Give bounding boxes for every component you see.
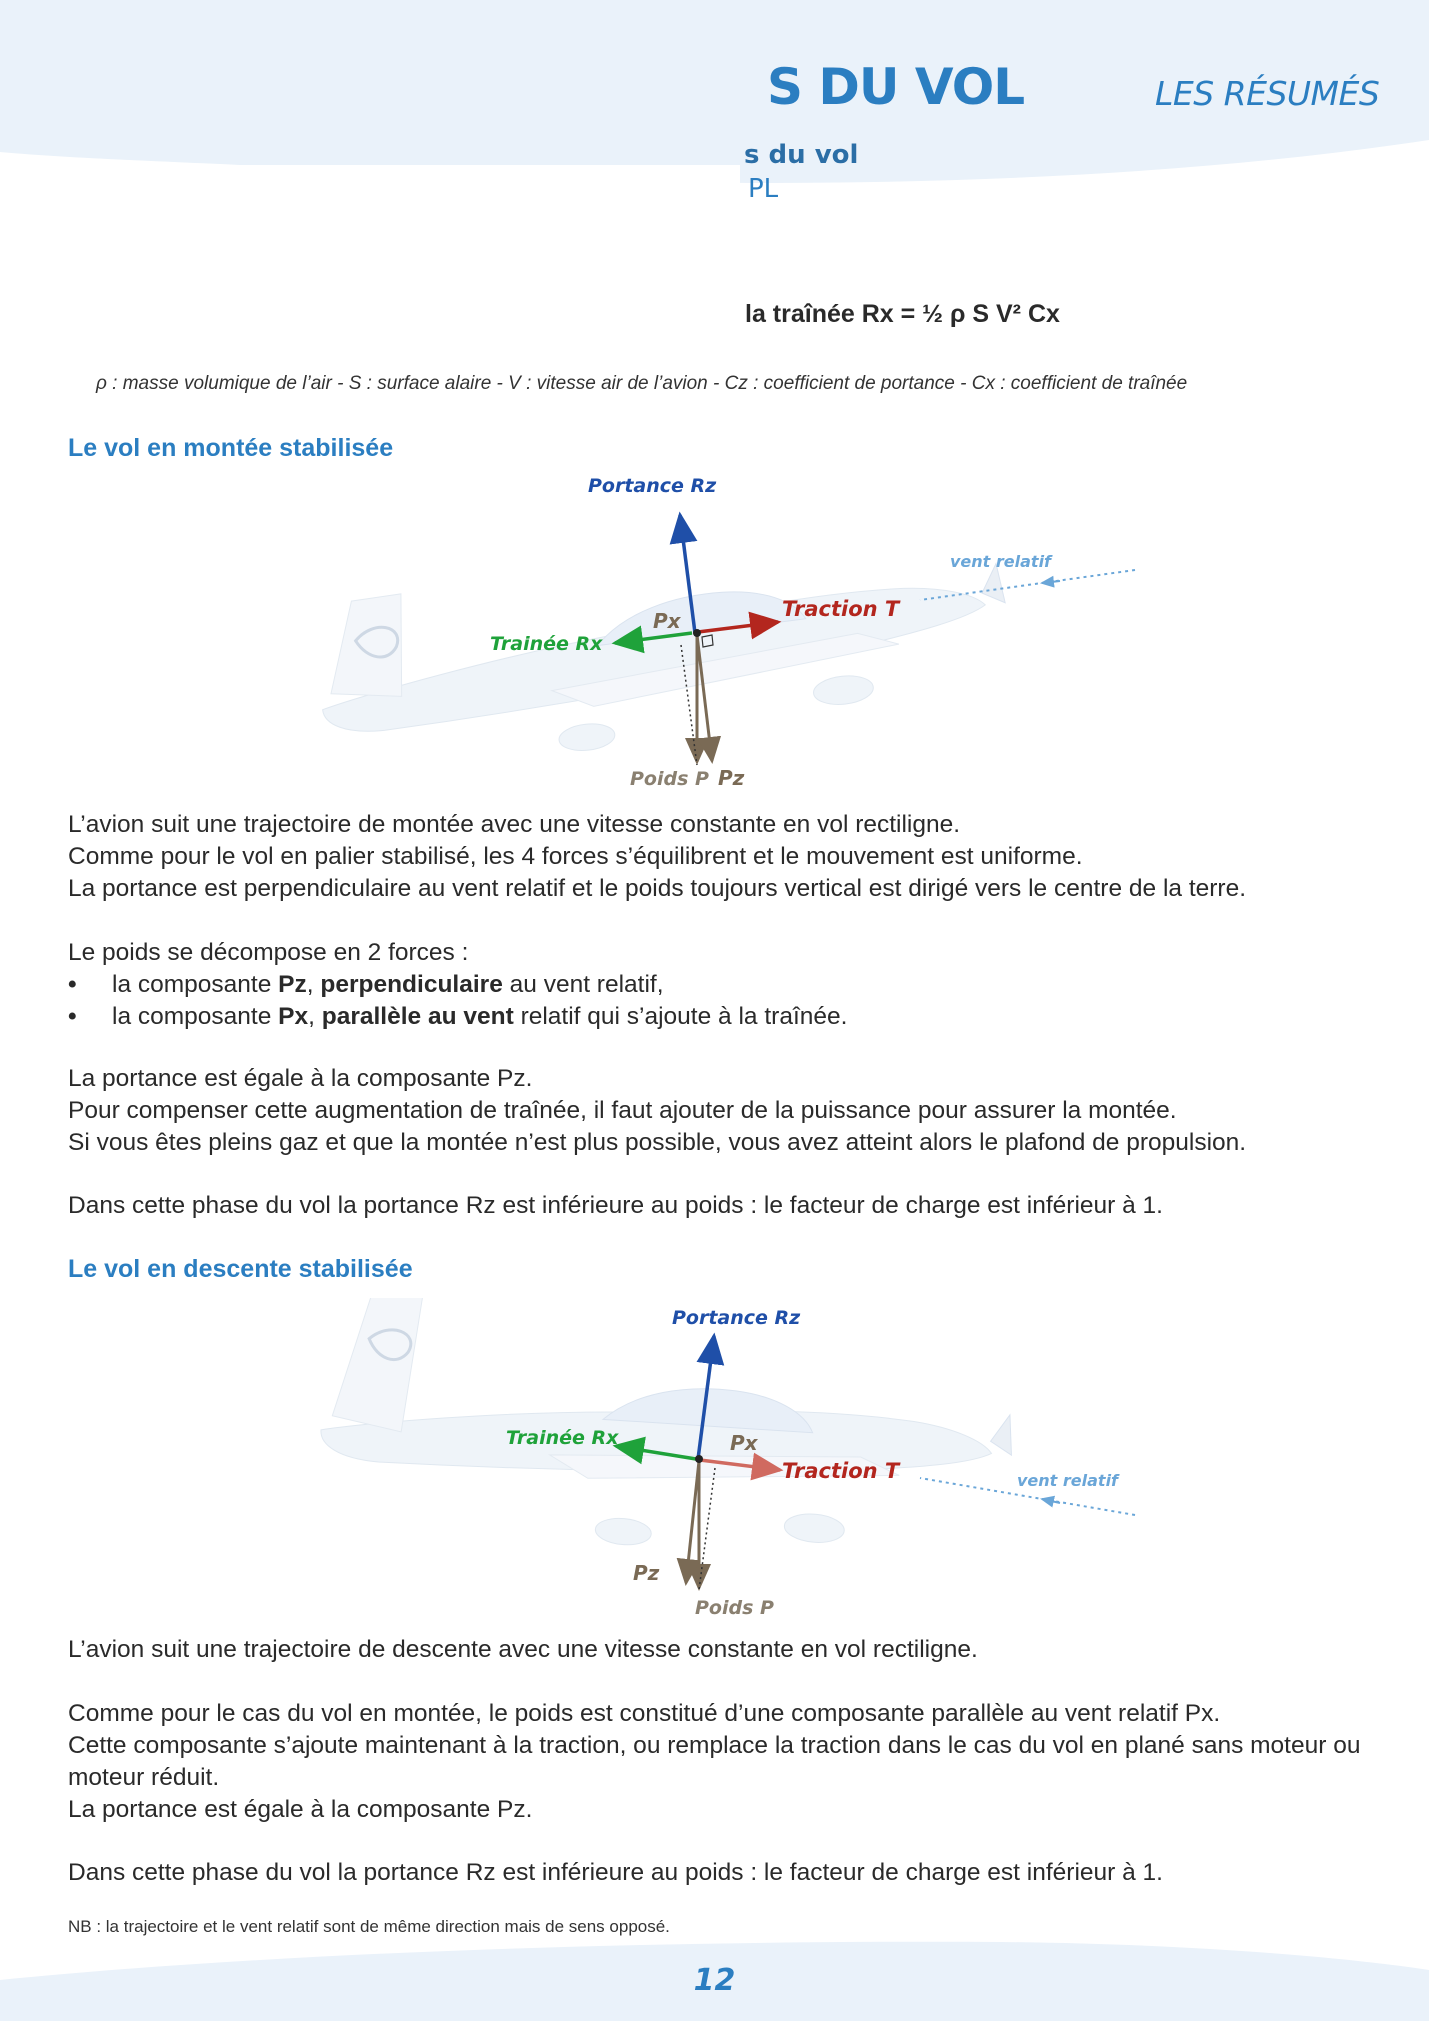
text-line: Dans cette phase du vol la portance Rz est inférieure au poids : le facteur de charge est inférieur à 1. bbox=[68, 1192, 1163, 1219]
descent-weight-label: Poids P bbox=[695, 1597, 774, 1619]
climb-diagram bbox=[300, 465, 1150, 800]
text-line: La portance est perpendiculaire au vent relatif et le poids toujours vertical est dirigé vers le centre de la terre. bbox=[68, 875, 1246, 902]
climb-drag-label: Trainée Rx bbox=[490, 633, 603, 655]
descent-paragraph-1 bbox=[68, 1634, 1368, 1666]
text-line: Cette composante s’ajoute maintenant à la traction, ou remplace la traction dans le cas du vol en plané sans moteur ou moteur réduit. bbox=[68, 1732, 1361, 1791]
descent-px-label: Px bbox=[730, 1431, 758, 1455]
drag-formula: la traînée Rx = ½ ρ S V² Cx bbox=[745, 300, 1060, 328]
subtitle-secondary: PL bbox=[748, 174, 779, 204]
text-line: Le poids se décompose en 2 forces : bbox=[68, 939, 469, 966]
descent-wind-label: vent relatif bbox=[1017, 1471, 1119, 1490]
text-line: L’avion suit une trajectoire de montée avec une vitesse constante en vol rectiligne. bbox=[68, 811, 961, 838]
climb-lift-label: Portance Rz bbox=[588, 475, 717, 497]
descent-heading: Le vol en descente stabilisée bbox=[68, 1255, 413, 1283]
climb-pz-label: Pz bbox=[718, 766, 745, 790]
descent-conclusion bbox=[68, 1857, 1368, 1889]
formula-legend: ρ : masse volumique de l’air - S : surface alaire - V : vitesse air de l’avion - Cz : coefficient de portance - Cx : coefficient de traînée bbox=[96, 373, 1188, 394]
climb-px-label: Px bbox=[653, 609, 681, 633]
list-item: • la composante Px, parallèle au vent relatif qui s’ajoute à la traînée. bbox=[68, 1001, 1368, 1033]
text-line: Pour compenser cette augmentation de traînée, il faut ajouter de la puissance pour assurer la montée. bbox=[68, 1097, 1177, 1124]
subtitle: s du vol bbox=[744, 140, 859, 170]
climb-decomposition bbox=[68, 937, 1368, 1033]
descent-lift-label: Portance Rz bbox=[672, 1307, 801, 1329]
climb-paragraph-2 bbox=[68, 1063, 1368, 1159]
page-number: 12 bbox=[693, 1963, 736, 1998]
text-line: La portance est égale à la composante Pz. bbox=[68, 1796, 533, 1823]
climb-thrust-label: Traction T bbox=[782, 597, 900, 621]
descent-drag-label: Trainée Rx bbox=[506, 1427, 619, 1449]
footnote: NB : la trajectoire et le vent relatif sont de même direction mais de sens opposé. bbox=[68, 1917, 670, 1936]
airplane-silhouette bbox=[311, 531, 1016, 777]
climb-paragraph-1 bbox=[68, 809, 1368, 905]
descent-paragraph-2 bbox=[68, 1698, 1368, 1826]
page-title: S DU VOL bbox=[767, 58, 1025, 116]
climb-wind-label: vent relatif bbox=[950, 552, 1052, 571]
white-panel bbox=[60, 165, 740, 370]
text-line: Si vous êtes pleins gaz et que la montée n’est plus possible, vous avez atteint alors le plafond de propulsion. bbox=[68, 1129, 1247, 1156]
descent-thrust-label: Traction T bbox=[782, 1459, 900, 1483]
text-line: Comme pour le cas du vol en montée, le poids est constitué d’une composante parallèle au vent relatif Px. bbox=[68, 1700, 1221, 1727]
climb-heading: Le vol en montée stabilisée bbox=[68, 434, 394, 462]
text-line: L’avion suit une trajectoire de descente avec une vitesse constante en vol rectiligne. bbox=[68, 1636, 978, 1663]
climb-conclusion bbox=[68, 1190, 1368, 1222]
bullet-icon: • bbox=[68, 971, 77, 998]
bullet-icon: • bbox=[68, 1003, 77, 1030]
climb-weight-label: Poids P bbox=[630, 768, 709, 790]
airplane-silhouette bbox=[313, 1298, 1021, 1578]
descent-pz-label: Pz bbox=[633, 1561, 660, 1585]
descent-diagram bbox=[300, 1298, 1150, 1628]
text-line: Dans cette phase du vol la portance Rz est inférieure au poids : le facteur de charge est inférieur à 1. bbox=[68, 1859, 1163, 1886]
text-line: Comme pour le vol en palier stabilisé, les 4 forces s’équilibrent et le mouvement est uniforme. bbox=[68, 843, 1083, 870]
text-line: La portance est égale à la composante Pz. bbox=[68, 1065, 533, 1092]
decomposition-list bbox=[68, 969, 1368, 1033]
list-item: • la composante Pz, perpendiculaire au vent relatif, bbox=[68, 969, 1368, 1001]
section-label: LES RÉSUMÉS bbox=[1155, 74, 1380, 113]
